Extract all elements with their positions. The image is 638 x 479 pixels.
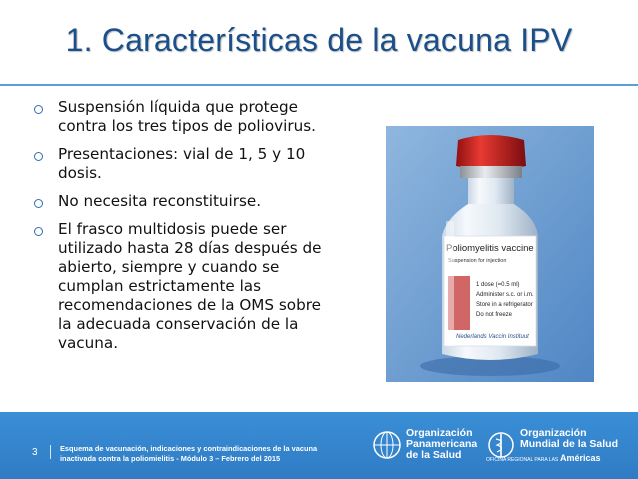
vial-label-line: Store in a refrigerator (476, 302, 533, 308)
bullet-item (34, 145, 324, 183)
who-logo-line: Mundial de la Salud (520, 438, 619, 450)
vial-label-maker: Nederlands Vaccin Instituut (456, 334, 529, 340)
paho-logo-line: Panamericana (406, 438, 478, 450)
vial-label-sub: Suspension for injection (448, 258, 507, 264)
paho-emblem-icon (372, 430, 402, 460)
bullet-item (34, 192, 324, 211)
who-logo-region: Américas (560, 453, 601, 463)
vial-label-line: Administer s.c. or i.m. (476, 292, 534, 298)
bullet-text: No necesita reconstituirse. (58, 192, 262, 210)
slide-title: 1. Características de la vacuna IPV (65, 22, 573, 58)
footer-text: Esquema de vacunación, indicaciones y contraindicaciones de la vacuna inactivada contra la poliomielitis - Módulo 3 – Febrero del 2015 (60, 444, 318, 463)
bullet-circle-icon (34, 152, 43, 161)
who-logo (486, 428, 626, 468)
bullet-text: Suspensión líquida que protege contra los tres tipos de poliovirus. (58, 98, 316, 135)
paho-logo (372, 428, 480, 464)
bullet-circle-icon (34, 105, 43, 114)
bullet-item (34, 220, 324, 353)
paho-logo-line: Organización (406, 427, 473, 439)
title-divider (0, 84, 638, 86)
footer-separator (50, 445, 51, 459)
paho-logo-line: de la Salud (406, 449, 462, 461)
bullet-circle-icon (34, 199, 43, 208)
bullet-circle-icon (34, 227, 43, 236)
who-logo-line: Organización (520, 427, 587, 439)
vaccine-vial-photo (386, 126, 594, 382)
page-number: 3 (32, 447, 38, 458)
vial-label-line: Do not freeze (476, 312, 513, 318)
vaccine-vial-image (386, 126, 594, 382)
bullet-item (34, 98, 324, 136)
bullet-text: El frasco multidosis puede ser utilizado hasta 28 días después de abierto, siempre y cuando se cumplan estrictamente las recomendaciones de la OMS sobre la adecuada conservación de la vacuna. (58, 220, 322, 352)
vial-label-name: Poliomyelitis vaccine (446, 243, 534, 254)
vial-label-line: 1 dose (=0.5 ml) (476, 282, 520, 288)
bullet-text: Presentaciones: vial de 1, 5 y 10 dosis. (58, 145, 306, 182)
bullet-list (34, 98, 324, 362)
who-logo-sub: OFICINA REGIONAL PARA LAS (486, 457, 559, 463)
